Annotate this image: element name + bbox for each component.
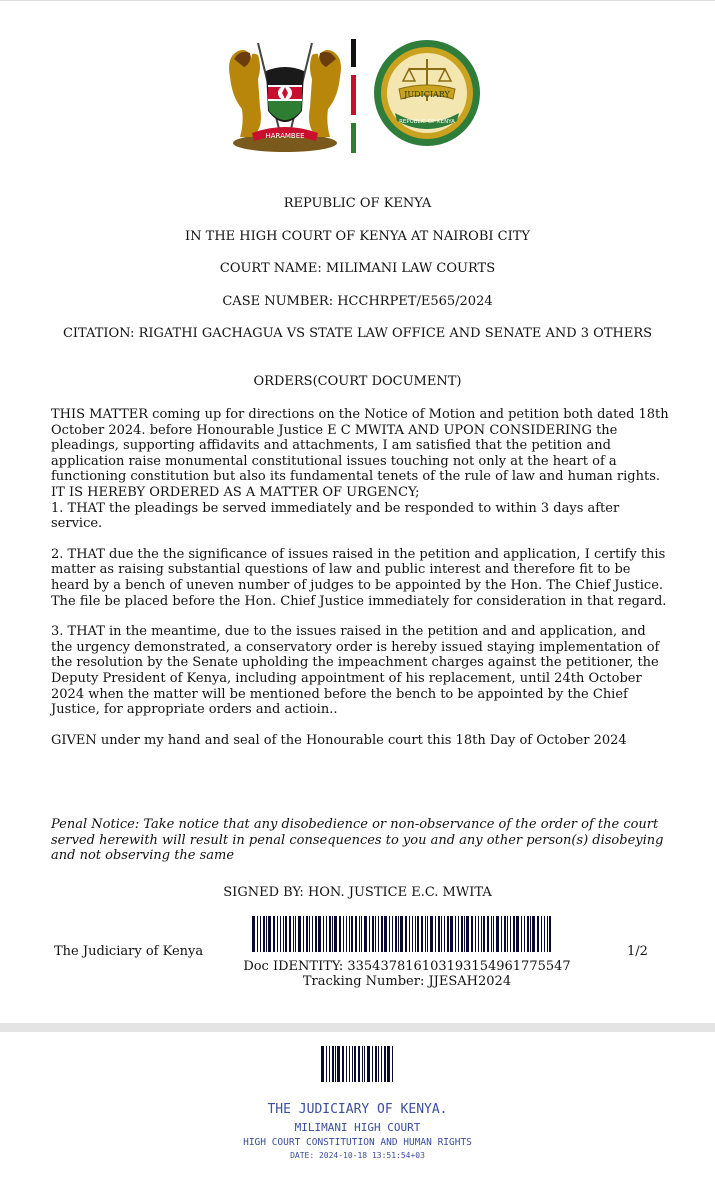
barcode-bar — [412, 916, 413, 952]
barcode-bar — [392, 1046, 393, 1082]
footer-judiciary: The Judiciary of Kenya — [54, 944, 204, 959]
barcode-bar — [252, 916, 255, 952]
barcode-bar — [481, 916, 482, 952]
barcode-bar — [303, 916, 304, 952]
barcode-bar — [493, 916, 494, 952]
barcode-bar — [527, 916, 529, 952]
barcode-bar — [295, 916, 296, 952]
barcode-bar — [510, 916, 511, 952]
barcode-bar — [346, 916, 347, 952]
barcode-bar — [355, 916, 357, 952]
barcode-bar — [285, 916, 287, 952]
barcode-bar — [346, 1046, 347, 1082]
barcode-bar — [378, 1046, 379, 1082]
penal-notice: Penal Notice: Take notice that any disobedience or non-observance of the order of the court served herewith will result in penal consequences to you and any other person(s) disobeying and not observing the same — [51, 817, 664, 864]
barcode-bar — [268, 916, 271, 952]
barcode-bar — [483, 916, 485, 952]
barcode-bar — [358, 1046, 360, 1082]
court-name: COURT NAME: MILIMANI LAW COURTS — [219, 261, 496, 276]
intro-paragraph: THIS MATTER coming up for directions on the Notice of Motion and petition both dated 18th October 2024. before Honourable Justice E C MWITA AND UPON CONSIDERING the pleadings, supporting affidavits and attachments, I am satisfied that the petition and application raise monumental constitutional issues touching not only at the heart of a functioning constitution but also its fundamental tenets of the rule of law and human rights. — [51, 407, 669, 485]
barcode-bar — [354, 1046, 356, 1082]
barcode-bar — [430, 916, 433, 952]
barcode-bar — [337, 1046, 340, 1082]
kenya-coat-of-arms-icon — [222, 37, 348, 155]
barcode-bar — [277, 916, 278, 952]
barcode-bar — [332, 916, 333, 952]
given-line: GIVEN under my hand and seal of the Honourable court this 18th Day of October 2024 — [51, 732, 627, 748]
barcode-bar — [421, 916, 423, 952]
barcode-bar — [326, 916, 327, 952]
order-3: 3. THAT in the meantime, due to the issues raised in the petition and and application, and the urgency demonstrated, a conservatory order is hereby issued staying implementation of the resolution by the Senate upholding the impeachment charges against the petitioner, the Deputy President of Kenya, including appointment of his replacement, until 24th October 2024 when the matter will be mentioned before the bench to be appointed by the Chief Justice, for appropriate orders and actioin.. — [51, 624, 660, 718]
barcode-bar — [349, 1046, 350, 1082]
seal-top-text: JUDICIARY — [404, 90, 450, 99]
barcode-bar — [496, 916, 499, 952]
barcode-bar — [507, 916, 508, 952]
order-1: 1. THAT the pleadings be served immediately and be responded to within 3 days after service. — [51, 500, 620, 532]
barcode-bar — [335, 1046, 336, 1082]
barcode-bar — [329, 1046, 330, 1082]
barcode-bar — [400, 916, 403, 952]
barcode-bar — [361, 916, 362, 952]
barcode-bar — [369, 916, 370, 952]
barcode-bar — [306, 916, 308, 952]
barcode-bar — [364, 1046, 365, 1082]
barcode-bar — [532, 916, 535, 952]
case-number: CASE NUMBER: HCCHRPET/E565/2024 — [222, 294, 493, 309]
barcode-bar — [293, 916, 294, 952]
barcode-bar — [315, 916, 317, 952]
court-heading: IN THE HIGH COURT OF KENYA AT NAIROBI CITY — [185, 229, 530, 244]
barcode-bar — [384, 1046, 386, 1082]
barcode-bar — [334, 916, 337, 952]
barcode-bar — [349, 916, 350, 952]
stamp-barcode — [321, 1046, 397, 1082]
stamp-date: DATE: 2024-10-18 13:51:54+03 — [290, 1151, 425, 1160]
verification-stamp — [0, 1032, 715, 1200]
flag-stripe-icon — [351, 39, 356, 153]
barcode-bar — [387, 1046, 390, 1082]
barcode-bar — [298, 916, 301, 952]
barcode-bar — [417, 916, 419, 952]
barcode-bar — [378, 916, 379, 952]
document-title: ORDERS(COURT DOCUMENT) — [253, 374, 462, 389]
order-2: 2. THAT due the the significance of issues raised in the petition and application, I certify this matter as raising substantial questions of law and public interest and therefore fit to be heard by a bench of uneven number of judges to be appointed by the Hon. The Chief Justice. The file be placed before the Hon. Chief Justice immediately for consideration in that regard. — [51, 546, 667, 609]
barcode-bar — [392, 916, 393, 952]
stamp-line-judiciary: THE JUDICIARY OF KENYA. — [267, 1102, 448, 1117]
barcode-bar — [381, 916, 383, 952]
barcode-bar — [375, 916, 376, 952]
barcode-bar — [372, 1046, 373, 1082]
seal-bottom-text: REPUBLIC OF KENYA — [399, 119, 455, 125]
barcode-bar — [343, 916, 344, 952]
barcode-bar — [257, 916, 258, 952]
barcode-bar — [464, 916, 465, 952]
barcode — [252, 916, 556, 952]
barcode-bar — [441, 916, 442, 952]
barcode-bar — [381, 1046, 382, 1082]
barcode-bar — [487, 916, 489, 952]
barcode-bar — [339, 916, 341, 952]
barcode-bar — [415, 916, 416, 952]
doc-identity: Doc IDENTITY: 335437816103193154961775547 Tracking Number: JJESAH2024 — [243, 959, 571, 989]
barcode-bar — [405, 916, 407, 952]
barcode-bar — [289, 916, 291, 952]
barcode-bar — [318, 916, 321, 952]
stamp-line-division: HIGH COURT CONSTITUTION AND HUMAN RIGHTS — [243, 1137, 472, 1148]
barcode-bar — [342, 1046, 344, 1082]
barcode-bar — [524, 916, 525, 952]
barcode-bar — [372, 916, 374, 952]
stamp-line-court: MILIMANI HIGH COURT — [294, 1121, 421, 1134]
judiciary-seal-icon — [373, 39, 481, 147]
barcode-bar — [455, 916, 456, 952]
barcode-bar — [447, 916, 449, 952]
barcode-bar — [280, 916, 281, 952]
barcode-bar — [521, 916, 522, 952]
barcode-bar — [547, 916, 548, 952]
barcode-bar — [544, 916, 545, 952]
coat-banner-text: HARAMBEE — [265, 132, 305, 140]
barcode-bar — [504, 916, 506, 952]
barcode-bar — [537, 916, 539, 952]
barcode-bar — [513, 916, 515, 952]
barcode-bar — [444, 916, 445, 952]
barcode-bar — [530, 916, 531, 952]
republic-heading: REPUBLIC OF KENYA — [283, 196, 432, 211]
barcode-bar — [332, 1046, 334, 1082]
barcode-bar — [409, 916, 410, 952]
barcode-bar — [329, 916, 331, 952]
barcode-bar — [389, 916, 390, 952]
barcode-bar — [321, 1046, 324, 1082]
barcode-bar — [359, 916, 360, 952]
ordered-line: IT IS HEREBY ORDERED AS A MATTER OF URGENCY; — [51, 484, 420, 500]
barcode-bar — [450, 916, 453, 952]
page-number: 1/2 — [627, 944, 648, 959]
barcode-bar — [375, 1046, 377, 1082]
barcode-bar — [323, 916, 324, 952]
barcode-bar — [283, 916, 284, 952]
barcode-bar — [478, 916, 479, 952]
orders-body — [51, 407, 671, 748]
barcode-bar — [384, 916, 387, 952]
barcode-bar — [263, 916, 265, 952]
barcode-bar — [501, 916, 502, 952]
barcode-bar — [516, 916, 519, 952]
barcode-bar — [549, 916, 551, 952]
barcode-bar — [471, 916, 473, 952]
signed-by: SIGNED BY: HON. JUSTICE E.C. MWITA — [223, 885, 492, 900]
barcode-bar — [491, 916, 492, 952]
barcode-bar — [312, 916, 313, 952]
citation: CITATION: RIGATHI GACHAGUA VS STATE LAW OFFICE AND SENATE AND 3 OTHERS — [62, 326, 653, 341]
barcode-bar — [273, 916, 275, 952]
page-divider — [0, 1023, 715, 1032]
barcode-bar — [326, 1046, 327, 1082]
barcode-bar — [364, 916, 367, 952]
barcode-bar — [466, 916, 469, 952]
barcode-bar — [461, 916, 463, 952]
barcode-bar — [427, 916, 428, 952]
barcode-bar — [438, 916, 440, 952]
barcode-bar — [435, 916, 436, 952]
barcode-bar — [362, 1046, 363, 1082]
barcode-bar — [367, 1046, 370, 1082]
barcode-bar — [425, 916, 426, 952]
barcode-bar — [458, 916, 459, 952]
barcode-bar — [541, 916, 542, 952]
barcode-bar — [395, 916, 397, 952]
barcode-bar — [309, 916, 310, 952]
logo-row — [0, 31, 715, 161]
barcode-bar — [352, 1046, 353, 1082]
barcode-bar — [266, 916, 267, 952]
barcode-bar — [351, 916, 353, 952]
barcode-bar — [260, 916, 261, 952]
barcode-bar — [398, 916, 399, 952]
barcode-bar — [475, 916, 476, 952]
